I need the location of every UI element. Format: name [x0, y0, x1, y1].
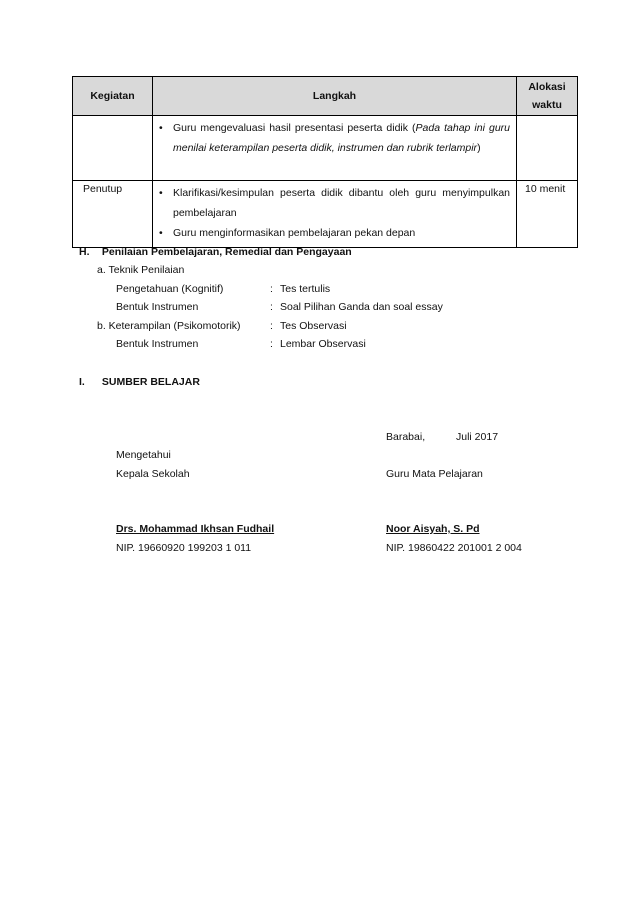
item-value: Lembar Observasi [280, 338, 366, 350]
step-text: Guru menginformasikan pembelajaran pekan depan [173, 227, 416, 239]
header-kegiatan: Kegiatan [73, 77, 153, 116]
step-text-end: ) [477, 142, 481, 154]
cell-kegiatan: Penutup [73, 181, 153, 248]
section-h-number: H. [79, 246, 90, 258]
teknik-penilaian-label: a. Teknik Penilaian [97, 264, 185, 276]
item-label: Bentuk Instrumen [116, 301, 199, 313]
step-text-italic: Pada tahap ini guru menilai keterampilan peserta didik, instrumen dan rubrik terlampir [173, 122, 510, 154]
bullet-icon: • [159, 227, 163, 239]
section-h-heading [79, 246, 352, 258]
item-sep: : [270, 301, 273, 313]
list-item [153, 223, 510, 243]
item-label: Pengetahuan (Kognitif) [116, 283, 224, 295]
bullet-icon: • [159, 122, 163, 134]
item-label: b. Keterampilan (Psikomotorik) [97, 320, 241, 332]
table-header-row [73, 77, 578, 116]
bullet-icon: • [159, 187, 163, 199]
signature-left-nip: NIP. 19660920 199203 1 011 [116, 542, 252, 554]
signature-left-name: Drs. Mohammad Ikhsan Fudhail [116, 523, 275, 535]
step-text: Guru mengevaluasi hasil presentasi peserta didik ( [173, 122, 416, 134]
header-alokasi [517, 77, 578, 116]
item-label: Bentuk Instrumen [116, 338, 199, 350]
header-alokasi-line1: Alokasi [528, 81, 566, 93]
header-langkah: Langkah [153, 77, 517, 116]
list-item [153, 118, 510, 176]
signature-left-caption: Mengetahui [116, 449, 171, 461]
item-sep: : [270, 283, 273, 295]
cell-waktu [517, 116, 578, 181]
item-value: Tes Observasi [280, 320, 347, 332]
section-i-title: SUMBER BELAJAR [101, 376, 200, 388]
step-text: Klarifikasi/kesimpulan peserta didik dibantu oleh guru menyimpulkan pembelajaran [173, 187, 510, 219]
cell-langkah [153, 181, 517, 248]
signature-place: Barabai, [386, 431, 426, 443]
header-alokasi-line2: waktu [532, 99, 562, 111]
cell-langkah [153, 116, 517, 181]
item-sep: : [270, 338, 273, 350]
table-row [73, 181, 578, 248]
item-value: Tes tertulis [280, 283, 331, 295]
signature-date: Juli 2017 [456, 431, 499, 443]
list-item [153, 183, 510, 223]
cell-waktu: 10 menit [517, 181, 578, 248]
signature-right-role: Guru Mata Pelajaran [386, 468, 483, 480]
table-row [73, 116, 578, 181]
cell-kegiatan [73, 116, 153, 181]
section-i-number: I. [79, 376, 85, 388]
item-sep: : [270, 320, 273, 332]
section-i-heading [79, 376, 200, 388]
activity-table [72, 76, 578, 248]
section-h-title: Penilaian Pembelajaran, Remedial dan Pengayaan [101, 246, 352, 258]
signature-left-role: Kepala Sekolah [116, 468, 190, 480]
signature-right-nip: NIP. 19860422 201001 2 004 [386, 542, 522, 554]
signature-right-name: Noor Aisyah, S. Pd [386, 523, 480, 535]
item-value: Soal Pilihan Ganda dan soal essay [280, 301, 443, 313]
